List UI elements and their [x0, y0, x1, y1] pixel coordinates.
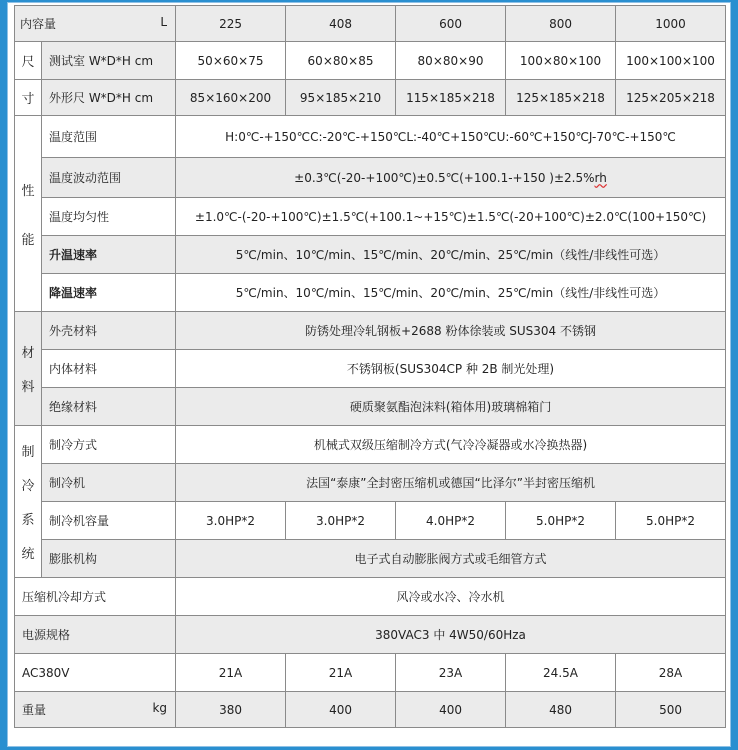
header-label: 内容量: [20, 17, 57, 31]
row-label: 温度波动范围: [42, 158, 176, 198]
table-cell: 125×205×218: [616, 80, 726, 116]
table-cell: 电子式自动膨胀阀方式或毛细管方式: [176, 540, 726, 578]
row-label: 温度范围: [42, 116, 176, 158]
row-label-cell: [15, 692, 176, 728]
row-label: 电源规格: [15, 616, 176, 654]
header-value: 800: [506, 6, 616, 42]
table-cell: 5.0HP*2: [506, 502, 616, 540]
table-cell: 125×185×218: [506, 80, 616, 116]
table-cell: 防锈处理冷轧钢板+2688 粉体徐装或 SUS304 不锈钢: [176, 312, 726, 350]
row-label: 制冷方式: [42, 426, 176, 464]
refrigeration-row: [15, 426, 726, 464]
table-cell: 不锈钢板(SUS304CP 种 2B 制光处理): [176, 350, 726, 388]
power-row: [15, 616, 726, 654]
table-cell: 380VAC3 中 4W50/60Hza: [176, 616, 726, 654]
perf-row: [15, 198, 726, 236]
table-cell: 机械式双级压缩制冷方式(气冷冷凝器或水冷换热器): [176, 426, 726, 464]
group-char: 制: [21, 445, 35, 460]
table-cell: 80×80×90: [396, 42, 506, 80]
header-unit: L: [160, 15, 168, 29]
row-label: 压缩机冷却方式: [15, 578, 176, 616]
spec-table: [14, 5, 726, 728]
header-value: 600: [396, 6, 506, 42]
table-cell: H:0℃-+150℃C:-20℃-+150℃L:-40℃+150℃U:-60℃+150℃J-70℃-+150℃: [176, 116, 726, 158]
table-cell: 21A: [176, 654, 286, 692]
refrigeration-group-label: [15, 426, 42, 578]
table-cell: 3.0HP*2: [286, 502, 396, 540]
table-cell: 28A: [616, 654, 726, 692]
table-cell: 4.0HP*2: [396, 502, 506, 540]
perf-row: [15, 158, 726, 198]
header-label-cell: [15, 6, 176, 42]
material-row: [15, 350, 726, 388]
material-group-label: [15, 312, 42, 426]
table-cell: 法国“泰康”全封密压缩机或德国“比泽尔”半封密压缩机: [176, 464, 726, 502]
table-cell: 23A: [396, 654, 506, 692]
perf-row: [15, 236, 726, 274]
row-label: 膨胀机构: [42, 540, 176, 578]
row-label: 外形尺 W*D*H cm: [42, 80, 176, 116]
performance-group-label: [15, 116, 42, 312]
header-value: 1000: [616, 6, 726, 42]
fluctuation-unit: rh: [594, 170, 607, 185]
group-char: 统: [21, 547, 35, 562]
table-cell: 风冷或水冷、冷水机: [176, 578, 726, 616]
fluctuation-value: ±0.3℃(-20-+100℃)±0.5℃(+100.1-+150 )±2.5%: [294, 170, 595, 185]
size-group-char: 寸: [15, 80, 42, 116]
size-group-char: 尺: [15, 42, 42, 80]
table-cell: 5.0HP*2: [616, 502, 726, 540]
table-cell: 95×185×210: [286, 80, 396, 116]
row-label: 外壳材料: [42, 312, 176, 350]
group-char: 性: [21, 183, 35, 199]
group-char: 系: [21, 513, 35, 528]
table-cell: 115×185×218: [396, 80, 506, 116]
refrigeration-row: [15, 540, 726, 578]
table-cell: 3.0HP*2: [176, 502, 286, 540]
table-cell: 500: [616, 692, 726, 728]
row-label: 绝缘材料: [42, 388, 176, 426]
row-label: 制冷机容量: [42, 502, 176, 540]
table-cell: [176, 158, 726, 198]
table-cell: 24.5A: [506, 654, 616, 692]
header-value: 408: [286, 6, 396, 42]
table-cell: 380: [176, 692, 286, 728]
row-label: 制冷机: [42, 464, 176, 502]
weight-unit: kg: [152, 701, 168, 715]
header-row: [15, 6, 726, 42]
perf-row: [15, 116, 726, 158]
table-cell: 400: [396, 692, 506, 728]
table-cell: 21A: [286, 654, 396, 692]
table-cell: 50×60×75: [176, 42, 286, 80]
group-char: 能: [21, 232, 35, 248]
row-label: 升温速率: [42, 236, 176, 274]
table-cell: 5℃/min、10℃/min、15℃/min、20℃/min、25℃/min（线性/非线性可选）: [176, 236, 726, 274]
header-value: 225: [176, 6, 286, 42]
material-row: [15, 388, 726, 426]
current-row: [15, 654, 726, 692]
perf-row: [15, 274, 726, 312]
size-row-outer: [15, 80, 726, 116]
group-char: 料: [21, 380, 35, 395]
table-cell: 480: [506, 692, 616, 728]
table-cell: 100×100×100: [616, 42, 726, 80]
group-char: 材: [21, 346, 35, 361]
table-cell: 85×160×200: [176, 80, 286, 116]
weight-label: 重量: [22, 703, 47, 717]
size-row-test-chamber: [15, 42, 726, 80]
table-cell: 硬质聚氨酯泡沫料(箱体用)玻璃棉箱门: [176, 388, 726, 426]
table-cell: 5℃/min、10℃/min、15℃/min、20℃/min、25℃/min（线性/非线性可选）: [176, 274, 726, 312]
table-cell: 400: [286, 692, 396, 728]
weight-row: [15, 692, 726, 728]
table-cell: ±1.0℃-(-20-+100℃)±1.5℃(+100.1~+15℃)±1.5℃(-20+100℃)±2.0℃(100+150℃): [176, 198, 726, 236]
row-label: 测试室 W*D*H cm: [42, 42, 176, 80]
row-label: AC380V: [15, 654, 176, 692]
table-cell: 100×80×100: [506, 42, 616, 80]
cooling-row: [15, 578, 726, 616]
material-row: [15, 312, 726, 350]
row-label: 温度均匀性: [42, 198, 176, 236]
row-label: 内体材料: [42, 350, 176, 388]
table-cell: 60×80×85: [286, 42, 396, 80]
refrigeration-row: [15, 502, 726, 540]
row-label: 降温速率: [42, 274, 176, 312]
refrigeration-row: [15, 464, 726, 502]
spec-sheet-frame: [7, 2, 731, 747]
group-char: 冷: [21, 479, 35, 494]
